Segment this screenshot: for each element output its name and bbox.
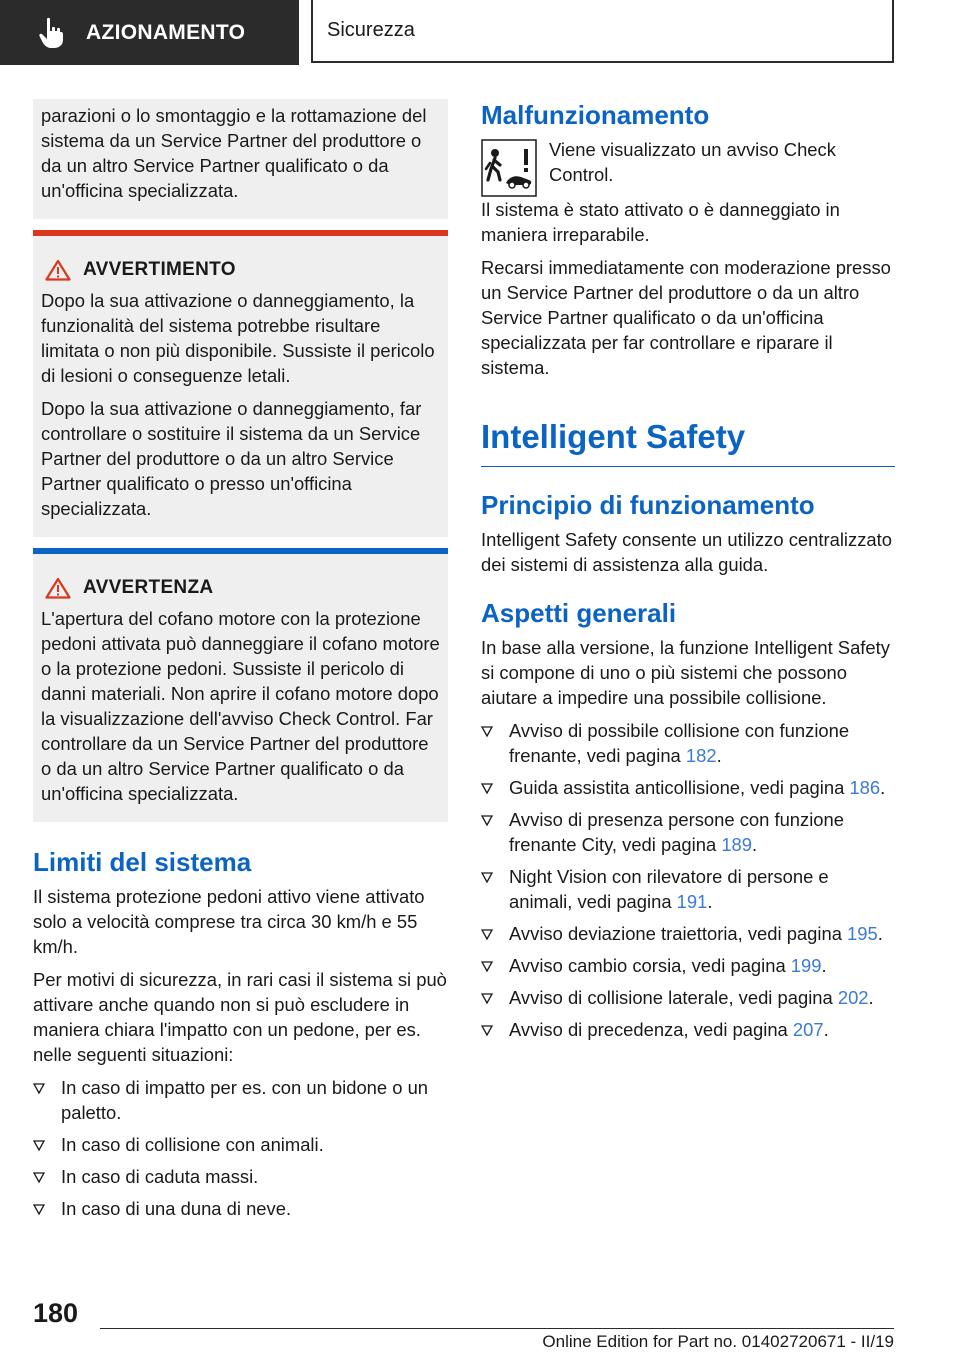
- warning-triangle-icon: [45, 259, 71, 281]
- triangle-bullet-icon: [481, 815, 493, 827]
- page-link[interactable]: 189: [721, 834, 752, 855]
- page-link[interactable]: 186: [849, 777, 881, 798]
- limits-list: [33, 1075, 448, 1221]
- list-item: Guida assistita anticollisione, vedi pagina 186.: [481, 775, 895, 800]
- triangle-bullet-icon: [481, 783, 493, 795]
- warning-triangle-icon: [45, 577, 71, 599]
- footer-divider: [100, 1328, 894, 1329]
- list-item: In caso di collisione con animali.: [33, 1132, 448, 1157]
- page-link[interactable]: 199: [790, 955, 822, 976]
- list-item: Avviso di presenza persone con funzione frenante City, vedi pagina 189.: [481, 807, 895, 857]
- list-item: Avviso cambio corsia, vedi pagina 199.: [481, 953, 895, 978]
- general-text: In base alla versione, la funzione Intelligent Safety si compone di uno o più sistemi che possono aiutare a impedire una possibile collisione.: [481, 637, 890, 708]
- triangle-bullet-icon: [33, 1083, 45, 1095]
- malfunction-heading: Malfunzionamento: [481, 100, 710, 130]
- hand-pointer-icon: [38, 17, 66, 49]
- malfunction-line-2: Il sistema è stato attivato o è danneggiato in maniera irreparabile.: [481, 199, 840, 245]
- chapter-tab[interactable]: [0, 0, 299, 65]
- limits-text-1: Il sistema protezione pedoni attivo viene attivato solo a velocità comprese tra circa 30 km/h e 55 km/h.: [33, 886, 425, 957]
- safety-title: Intelligent Safety: [481, 416, 895, 467]
- general-heading: Aspetti generali: [481, 598, 677, 628]
- page-link[interactable]: 191: [676, 891, 708, 912]
- triangle-bullet-icon: [481, 993, 493, 1005]
- list-item: Avviso di precedenza, vedi pagina 207.: [481, 1017, 895, 1042]
- warning-title-row: [41, 258, 440, 282]
- limits-text-2: Per motivi di sicurezza, in rari casi il sistema si può attivare anche quando non si può escludere in maniera chiara l'impatto con un pedone, per es. nelle seguenti situazioni:: [33, 969, 447, 1065]
- principle-text: Intelligent Safety consente un utilizzo centralizzato dei sistemi di assistenza alla guida.: [481, 529, 892, 575]
- triangle-bullet-icon: [481, 961, 493, 973]
- principle-heading: Principio di funzionamento: [481, 490, 815, 520]
- triangle-bullet-icon: [481, 929, 493, 941]
- list-item: Avviso deviazione traiettoria, vedi pagina 195.: [481, 921, 895, 946]
- page-link[interactable]: 207: [792, 1019, 824, 1040]
- right-column: [481, 99, 895, 1049]
- section-title: Sicurezza: [327, 19, 415, 41]
- malfunction-text: Recarsi immediatamente con moderazione presso un Service Partner del produttore o da un altro Service Partner qualificato o da un'officina specializzata per far controllare e riparare il sistema.: [481, 257, 891, 378]
- section-header: [311, 0, 894, 63]
- list-item: Avviso di possibile collisione con funzione frenante, vedi pagina 182.: [481, 718, 895, 768]
- edition-note: Online Edition for Part no. 01402720671 - II/19: [542, 1332, 894, 1351]
- malfunction-row: [481, 137, 895, 197]
- intro-box: [33, 99, 448, 219]
- triangle-bullet-icon: [33, 1140, 45, 1152]
- page-link[interactable]: 202: [837, 987, 869, 1008]
- safety-systems-list: [481, 718, 895, 1042]
- page-number: 180: [33, 1298, 79, 1328]
- triangle-bullet-icon: [481, 726, 493, 738]
- notice-text: L'apertura del cofano motore con la protezione pedoni attivata può danneggiare il cofano motore o la protezione pedoni. Sussiste il pericolo di danni materiali. Non aprire il cofano motore dopo la visualizzazione dell'avviso Check Control. Far controllare da un Service Partner del produttore o da un altro Service Partner qualificato o da un'officina specializzata.: [41, 608, 440, 804]
- warning-title: AVVERTIMENTO: [83, 259, 236, 280]
- intro-text: parazioni o lo smontaggio e la rottamazione del sistema da un Service Partner del produttore o da un altro Service Partner qualificato o da un'officina specializzata.: [41, 105, 427, 201]
- triangle-bullet-icon: [481, 872, 493, 884]
- page-link[interactable]: 182: [685, 745, 717, 766]
- list-item: In caso di caduta massi.: [33, 1164, 448, 1189]
- notice-title-row: [41, 576, 440, 600]
- malfunction-line-1: Viene visualizzato un avviso Check Control.: [549, 139, 836, 185]
- notice-title: AVVERTENZA: [83, 577, 214, 598]
- triangle-bullet-icon: [33, 1172, 45, 1184]
- warning-box: [33, 230, 448, 537]
- left-column: [33, 99, 448, 1228]
- warning-text-2: Dopo la sua attivazione o danneggiamento, far controllare o sostituire il sistema da un Service Partner del produttore o da un altro Service Partner qualificato o presso un'officina specializzata.: [41, 398, 422, 519]
- malfunction-lines: [549, 137, 895, 197]
- page-link[interactable]: 195: [847, 923, 878, 944]
- chapter-title: AZIONAMENTO: [86, 20, 246, 44]
- triangle-bullet-icon: [481, 1025, 493, 1037]
- list-item: In caso di una duna di neve.: [33, 1196, 448, 1221]
- warning-text-1: Dopo la sua attivazione o danneggiamento, la funzionalità del sistema potrebbe risultare limitata o non più disponibile. Sussiste il pericolo di lesioni o conseguenze letali.: [41, 290, 435, 386]
- pedestrian-warning-icon: [481, 139, 537, 197]
- list-item: Night Vision con rilevatore di persone e animali, vedi pagina 191.: [481, 864, 895, 914]
- limits-heading: Limiti del sistema: [33, 847, 252, 877]
- triangle-bullet-icon: [33, 1204, 45, 1216]
- list-item: Avviso di collisione laterale, vedi pagina 202.: [481, 985, 895, 1010]
- notice-box: [33, 548, 448, 822]
- list-item: In caso di impatto per es. con un bidone o un paletto.: [33, 1075, 448, 1125]
